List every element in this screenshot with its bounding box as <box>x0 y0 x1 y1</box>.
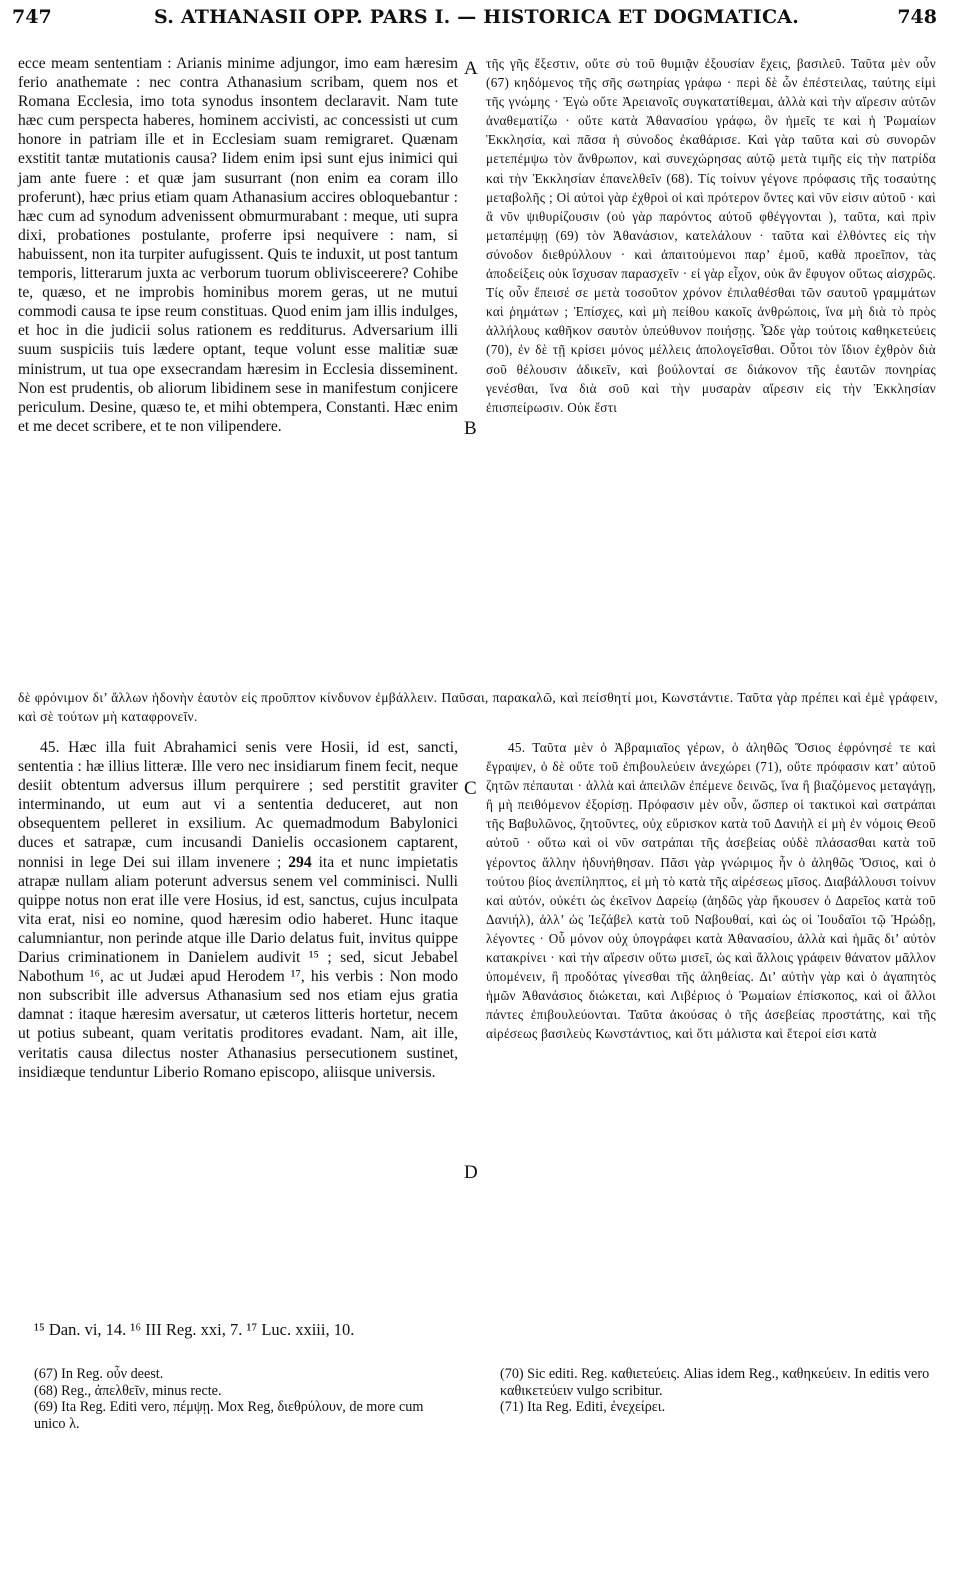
footnote-69: (69) Ita Reg. Editi vero, πέμψῃ. Mox Reg, διεθρύλουν, de more cum unico λ. <box>34 1399 424 1432</box>
greek-paragraph-1: τῆς γῆς ἔξεστιν, οὔτε σὺ τοῦ θυμιᾷν ἐξουσίαν ἔχεις, βασιλεῦ. Ταῦτα μὲν οὖν (67) κηδόμενος τῆς σῆς σωτηρίας γράφω · περὶ δὲ ὧν ἐπέστειλας, ταύτης εἰμὶ τῆς γνώμης · Ἐγὼ οὔτε Ἀρειανοῖς συγκατατίθεμαι, ἀλλὰ καὶ τὴν αἵρεσιν αὐτῶν ἀναθεματίζω · οὔτε κατὰ Ἀθανασίου γράφω, ὃν ἡμεῖς τε καὶ ἡ Ῥωμαίων Ἐκκλησία, καὶ πᾶσα ἡ σύνοδος ἐκαθάρισε. Καὶ γὰρ ταῦτα καὶ σὺ συνορῶν μετεπέμψω τὸν ἄνθρωπον, καὶ συνεχώρησας αὐτῷ μετὰ τιμῆς εἰς τὴν πατρίδα καὶ τὴν Ἐκκλησίαν ἐπανελθεῖν (68). Τίς τοίνυν γέγονε πρόφασις τῆς τοσαύτης μεταβολῆς ; Οἱ αὐτοὶ γὰρ ἐχθροὶ οἱ καὶ πρότερον ὄντες καὶ νῦν εἰσιν αὐτοῦ · καὶ ἃ νῦν ψιθυρίζουσιν (οὐ γὰρ παρόντος αὐτοῦ φθέγγονται ), ταῦτα, καὶ πρὶν μεταπέμψῃ (69) τὸν Ἀθανάσιον, κατελάλουν · ταῦτα καὶ ἐλθόντες εἰς τὴν σύνοδον διεθρύλλουν · καὶ ἀπαιτούμενοι παρ’ ἐμοῦ, καθὰ προεῖπον, τὰς ἀποδείξεις οὐκ ἴσχυσαν παρασχεῖν · εἰ γὰρ εἶχον, οὐκ ἂν ἔφυγον οὕτως αἰσχρῶς. Τίς οὖν ἔπεισέ σε μετὰ τοσοῦτον χρόνον ἐπιλαθέσθαι τῶν σαυτοῦ γραμμάτων καὶ ῥημάτων ; Ἐπίσχες, καὶ μὴ πείθου κακοῖς ἀνθρώποις, ἵνα μὴ διὰ τὸ πρὸς ἀλλήλους καθῆκον σαυτὸν ὑπεύθυνον ποιήσῃς. Ὧδε γὰρ τούτοις καθηκετεύεις (70), ἐν δὲ τῇ κρίσει μόνος μέλλεις ἀπολογεῖσθαι. Οὗτοι τὸν ἴδιον ἐχθρὸν διὰ σοῦ θέλουσιν ἀδικεῖν, καὶ βούλονταί σε διάκονον τῆς ἑαυτῶν πονηρίας γενέσθαι, ἵνα διὰ σοῦ καὶ τὴν μυσαρὰν αἵρεσιν εἰς τὴν Ἐκκλησίαν ἐπισπείρωσιν. Οὐκ ἔστι <box>486 56 936 415</box>
section-marker-a: A <box>464 58 478 79</box>
footnote-71: (71) Ita Reg. Editi, ἐνεχείρει. <box>500 1399 666 1415</box>
greek-paragraph-45: 45. Ταῦτα μὲν ὁ Ἀβραμιαῖος γέρων, ὁ ἀληθῶς Ὅσιος ἐφρόνησέ τε καὶ ἔγραψεν, ὁ δὲ οὔτε τοῦ ἐπιβουλεύειν ἀνεχώρει (71), οὔτε πρόφασιν κατ’ αὐτοῦ ζητῶν πέπαυται · ἀλλὰ καὶ ἀπειλῶν ἐπέμενε δεινῶς, ἵνα ἢ βιαζόμενος μεταγάγῃ, ἢ μὴ πειθόμενον ἐξορίσῃ. Πρόφασιν μὲν οὖν, ὥσπερ οἱ τακτικοὶ καὶ σατράπαι τῆς Βαβυλῶνος, ζητοῦντες, οὐχ εὕρισκον κατὰ τοῦ Δανιὴλ εἰ μὴ ἐν νόμοις Θεοῦ αὐτοῦ · οὕτω καὶ οἱ νῦν σατράπαι τῆς ἀσεβείας οὐδὲ πλάσασθαι κατὰ τοῦ γέροντος ἄλλην ἠδυνήθησαν. Πᾶσι γὰρ γνώριμος ἦν ὁ ἀληθῶς Ὅσιος, καὶ ὁ τούτου βίος ἀνεπίληπτος, εἰ μὴ τὸ κατὰ τῆς αἱρέσεως μῖσος. Διαβάλλουσι τοίνυν καὶ αὐτόν, οὐκέτι ὡς ἐκεῖνον Δαρείῳ (ἀηδῶς γὰρ ἤκουσεν ὁ Δαρεῖος κατὰ τοῦ Δανιήλ), ἀλλ’ ὡς Ἰεζάβελ κατὰ τοῦ Ναβουθαί, καὶ ὡς οἱ Ἰουδαῖοι τῷ Ἡρώδῃ, λέγοντες · Οὗ μόνον οὐχ ὑπογράφει κατὰ Ἀθανασίου, ἀλλὰ καὶ ἡμᾶς δι’ αὐτὸν κατακρίνει · καὶ τὴν αἵρεσιν οὕτω μισεῖ, ὡς καὶ ἄλλοις γράφειν θάνατον μᾶλλον ὑπομένειν, ἢ προδότας γίνεσθαι τῆς ἀληθείας. Δι’ αὐτὴν γὰρ καὶ ὁ ἀγαπητὸς ἡμῶν Ἀθανάσιος διώκεται, καὶ Λιβέριος ὁ Ῥωμαίων ἐπίσκοπος, καὶ οἱ ἄλλοι πάντες ἐπιβουλεύονται. Ταῦτα ἀκούσας ὁ τῆς ἀσεβείας προστάτης, καὶ τῆς αἱρέσεως βασιλεὺς Κωνστάντιος, καὶ ὅτι μάλιστα καὶ ἕτεροί εἰσι κατὰ <box>486 740 936 1042</box>
greek-full-width-text: δὲ φρόνιμον δι’ ἄλλων ἡδονὴν ἑαυτὸν εἰς πρoῦπτον κίνδυνον ἐμβάλλειν. Παῦσαι, παρακαλῶ, καὶ πείσθητί μοι, Κωνστάντιε. Ταῦτα γὰρ πρέπει καὶ ἐμὲ γράφειν, καὶ σὲ τούτων μὴ καταφρονεῖν. <box>18 690 938 724</box>
footnote-70: (70) Sic editi. Reg. καθιετεύεις. Alias idem Reg., καθηκεύειν. In editis vero καθικετεύειν vulgo scribitur. <box>500 1366 930 1399</box>
footnote-67: (67) In Reg. οὖν deest. <box>34 1366 164 1382</box>
latin-paragraph-45-part-a: 45. Hæc illa fuit Abrahamici senis vere Hosii, id est, sancti, sententia : hæ illius litteræ. Ille vero nec insidiarum finem fecit, neque desiit obtentum adversus illum perquirere ; sed perstitit graviter interminando, ut eum aut vi a sententia deduceret, aut non obsequentem pelleret in exsilium. Ac quemadmodum Babylonici duces et satrapæ, cum incusandi Danielis occasionem captarent, nonnisi in lege Dei sui illam invenere ; <box>18 739 458 871</box>
latin-paragraph-45-part-b: ita et nunc impietatis atrapæ nullam aliam poterunt adversus senem vel comminisci. Nulli quippe notus non erat ille vere Hosius, id est, sanctus, cujus inculpata vita erat, nisi eo nomine, quod hæresim odio haberet. Hunc itaque calumniantur, non perinde atque ille Dario delatus fuit, invitus quippe Darius criminationem in Danielem audivit ¹⁵ ; sed, sicut Jebabel Nabothum ¹⁶, ac ut Judæi apud Herodem ¹⁷, his verbis : Non modo non subscribit ille adversus Athanasium sed nos etiam ejus gratia damnat : itaque hæresim aversatur, ut cæteros litteris hortetur, necem ut potius subeant, quam veritatis proditores evadant. Nam, ait ille, veritatis causa dilectus noster Athanasius persecutionem sustinet, insidiæque tenduntur Liberio Romano episcopo, aliisque universis. <box>18 853 458 1081</box>
page-number-left: 747 <box>12 6 52 28</box>
greek-column-top <box>486 54 936 417</box>
page-number-right: 748 <box>897 6 937 28</box>
footnotes-left <box>34 1366 454 1432</box>
section-marker-d: D <box>464 1162 478 1183</box>
latin-column-top <box>18 54 458 436</box>
section-marker-c: C <box>464 778 477 799</box>
greek-full-width-lines <box>18 688 938 726</box>
latin-column-bottom <box>18 738 458 1082</box>
footnotes-right <box>500 1366 930 1416</box>
latin-paragraph-1: ecce meam sententiam : Arianis minime adjungor, imo eam hæresim ferio anathemate : nec contra Athanasium scribam, quem nos et Romana Ecclesia, imo tota synodus insontem declaravit. Nam tute hæc cum perspecta haberes, hominem accivisti, ac concessisti ut cum honore in patriam ille et in Ecclesiam suam remigraret. Quænam exstitit tantæ mutationis causa? Iidem enim ipsi sunt ejus inimici qui jam ante fuere : et quæ jam susurrant (non enim ea coram illo proferunt), hæc prius etiam quam Athanasium accires obloquebantur : hæc cum ad synodum advenissent obmurmurabant : meque, uti supra dixi, probationes postulante, proferre ipsi nequivere : nam, si habuissent, non ita turpiter aufugissent. Quis te induxit, ut post tantum temporis, litterarum juxta ac verborum tuorum oblivisceerere? Cohibe te, quæso, et ne improbis hominibus morem geras, ut ne mutui commodi causa te ipse reum constituas. Quod enim jam illis indulges, et hoc in die judicii solus rationem es redditurus. Adversarium illi suum suspiciis tuis lædere optant, teque volunt esse malitiæ suæ ministrum, ut tua ope exsecrandam hæresim in Ecclesia disseminent. Non est prudentis, ob aliorum libidinem sese in manifestum conjicere periculum. Desine, quæso te, et mihi obtempera, Constanti. Hæc enim et me decet scribere, et te non vilipendere. <box>18 55 458 435</box>
footnote-68: (68) Reg., ἀπελθεῖν, minus recte. <box>34 1382 222 1399</box>
latin-paragraph-45 <box>18 738 458 1082</box>
running-title: S. ATHANASII OPP. PARS I. — HISTORICA ET DOGMATICA. <box>153 6 800 28</box>
section-marker-b: B <box>464 418 477 439</box>
page-header <box>0 6 953 36</box>
greek-column-bottom <box>486 738 936 1044</box>
column-number: 294 <box>288 853 312 871</box>
scripture-references: ¹⁵ Dan. vi, 14. ¹⁶ III Reg. xxi, 7. ¹⁷ Luc. xxiii, 10. <box>34 1320 355 1339</box>
